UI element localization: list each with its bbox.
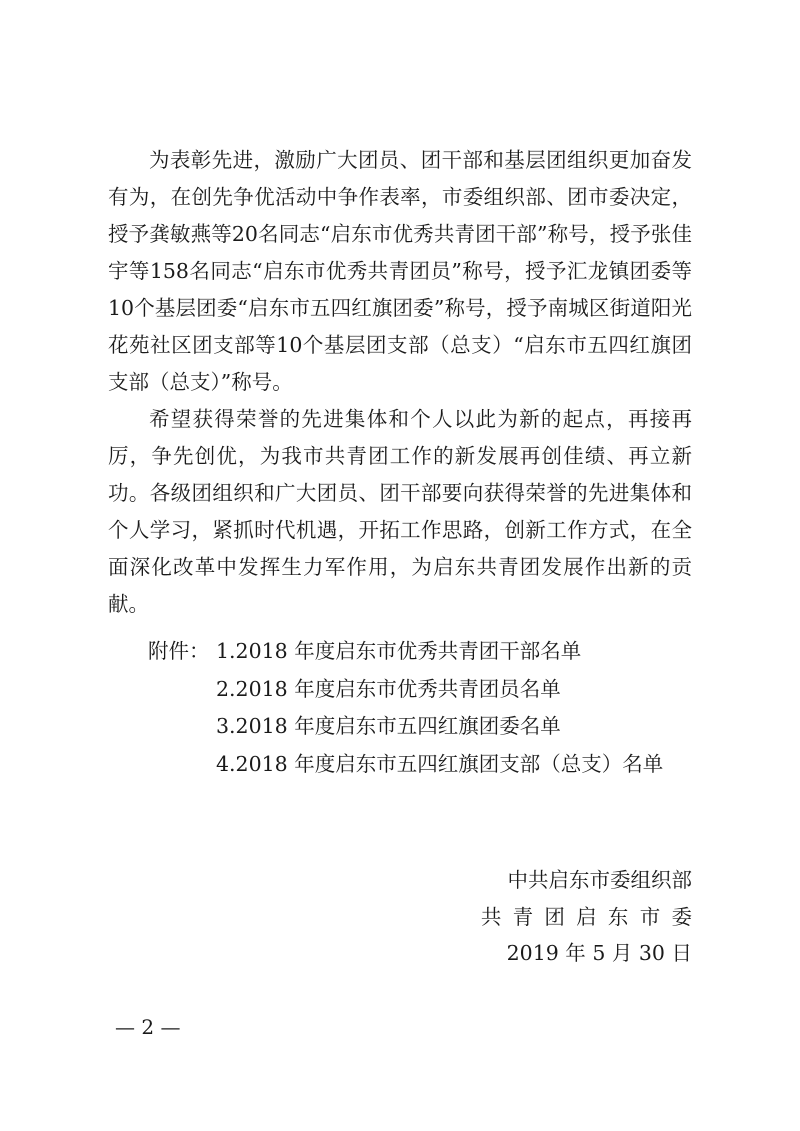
attachment-item-text: 2.2018 年度启东市优秀共青团员名单 bbox=[216, 676, 561, 701]
paragraph-commendation: 为表彰先进，激励广大团员、团干部和基层团组织更加奋发有为，在创先争优活动中争作表率，市委组织部、团市委决定，授予龚敏燕等20名同志“启东市优秀共青团干部”称号，授予张佳宇等158名同志“启东市优秀共青团员”称号，授予汇龙镇团委等10个基层团委“启东市五四红旗团委”称号，授予南城区街道阳光花苑社区团支部等10个基层团支部（总支）“启东市五四红旗团支部（总支）”称号。 bbox=[108, 148, 692, 394]
signature-org-party: 中共启东市委组织部 bbox=[507, 868, 692, 892]
signature-date: 2019 年 5 月 30 日 bbox=[506, 941, 692, 965]
attachment-item-text: 1.2018 年度启东市优秀共青团干部名单 bbox=[216, 639, 582, 663]
signature-block bbox=[480, 862, 704, 972]
attachments-label: 附件： bbox=[148, 639, 210, 663]
signature-org-youth-league: 共青团启东市委 bbox=[480, 904, 704, 929]
attachment-item bbox=[148, 633, 708, 671]
attachments-list bbox=[148, 633, 708, 783]
document-body bbox=[108, 142, 692, 623]
paragraph-expectation: 希望获得荣誉的先进集体和个人以此为新的起点，再接再厉，争先创优，为我市共青团工作的新发展再创佳绩、再立新功。各级团组织和广大团员、团干部要向获得荣誉的先进集体和个人学习，紧抓时代机遇，开拓工作思路，创新工作方式，在全面深化改革中发挥生力军作用，为启东共青团发展作出新的贡献。 bbox=[108, 407, 692, 616]
page-number: — 2 — bbox=[115, 1015, 181, 1039]
attachment-item bbox=[148, 746, 708, 784]
attachment-item bbox=[148, 671, 708, 709]
attachment-item bbox=[148, 708, 708, 746]
attachment-item-text: 3.2018 年度启东市五四红旗团委名单 bbox=[216, 714, 561, 738]
attachment-item-text: 4.2018 年度启东市五四红旗团支部（总支）名单 bbox=[216, 751, 664, 776]
